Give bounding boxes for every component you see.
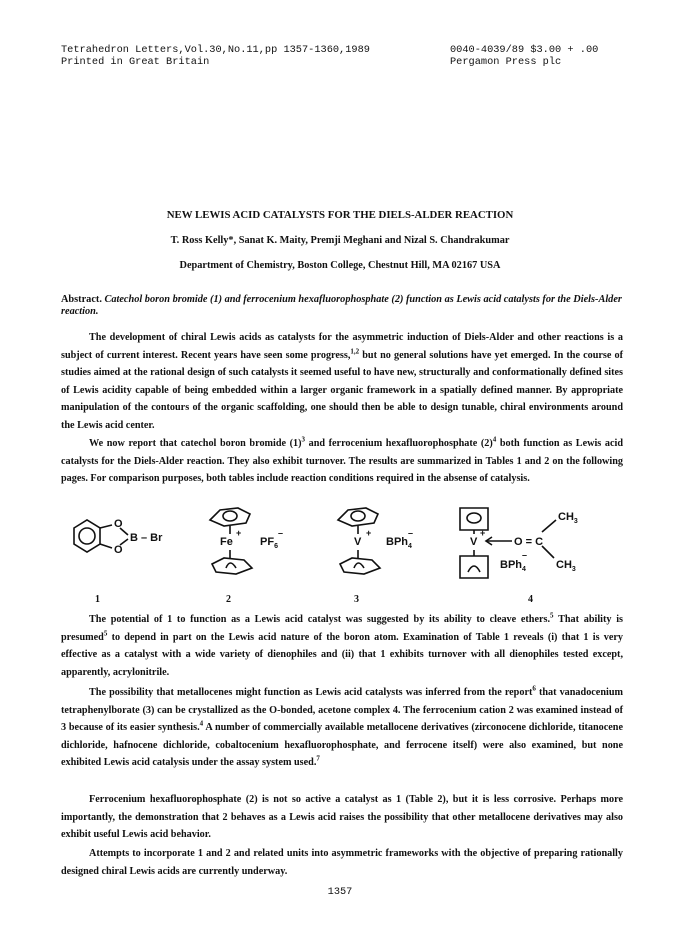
ring-circle: [223, 511, 237, 521]
anion-name: BPh: [500, 559, 522, 571]
methyl-label: CH: [558, 511, 574, 523]
journal-citation: [61, 44, 441, 68]
citation: 1,2: [350, 347, 360, 356]
abstract-text: Catechol boron bromide (1) and ferrocenium hexafluorophosphate (2) function as Lewis acid catalysts for the Diels-Alder reaction.: [61, 294, 622, 317]
boron-bromide-label: B – Br: [130, 532, 163, 544]
issn-price-line: 0040-4039/89 $3.00 + .00: [450, 44, 599, 56]
methyl-label: CH: [556, 559, 572, 571]
paragraph-report: [61, 435, 623, 488]
text: The development of chiral Lewis acids as catalysts for the asymmetric induction of Diels-Alder and other reactions is a subject of current interest. Recent years have seen some progress,: [61, 332, 623, 361]
abstract-label: Abstract.: [61, 294, 102, 305]
charge-plus: +: [366, 528, 372, 538]
charge-plus: +: [236, 528, 242, 538]
anion-label: [386, 536, 412, 550]
methyl-subscript: 3: [573, 518, 578, 525]
bottom-cyclopentadienyl-ring: [340, 558, 380, 574]
anion-label: [500, 559, 526, 573]
ring-arc: [354, 563, 364, 568]
anion-subscript: 6: [274, 543, 278, 550]
citation: 7: [316, 754, 320, 763]
compound-number-2: 2: [226, 594, 231, 605]
charge-minus: –: [522, 550, 528, 560]
bond: [100, 525, 112, 528]
printed-line: Printed in Great Britain: [61, 56, 210, 68]
publisher-line: Pergamon Press plc: [450, 56, 562, 68]
compound-number-1: 1: [95, 594, 100, 605]
iron-atom: Fe: [220, 536, 233, 548]
ring-circle: [467, 513, 481, 523]
citation: 5: [550, 611, 554, 620]
text: A number of commercially available metallocene derivatives (zirconocene dichloride, titanocene dichloride, hafnocene dichloride, cobaltocenium hexafluorophosphate, and ferrocene itself) were also examined, but none exhibited Lewis acid catalysis under the assay system used.: [61, 722, 623, 769]
text: The potential of 1 to function as a Lewis acid catalyst was suggested by its ability to cleave ethers.: [89, 614, 551, 625]
citation: 5: [103, 629, 108, 638]
paragraph-intro: [61, 329, 623, 435]
text: but no general solutions have yet emerged. In the course of studies aimed at the rational design of such catalysts it seemed useful to have new, structurally and conformationally defined sites of Lewis acidity capable of being embedded within a larger organic framework in a spatially defined manner. By appropriate manipulation of the contours of the organic scaffolding, one should then be able to design tunable, chiral environments around the Lewis acid center.: [61, 349, 623, 431]
ring-arc: [468, 566, 480, 572]
anion-name: PF: [260, 536, 275, 548]
top-cyclopentadienyl-ring: [460, 508, 488, 530]
journal-line: Tetrahedron Letters,Vol.30,No.11,pp 1357-1360,1989: [61, 44, 370, 56]
paragraph-ferrocenium: Ferrocenium hexafluorophosphate (2) is not so active a catalyst as 1 (Table 2), but it is less corrosive. Perhaps more importantly, the demonstration that 2 behaves as a Lewis acid raises the possibility that other metallocene derivatives may also exhibit useful Lewis acid behavior.: [61, 794, 623, 841]
methyl-group: [558, 511, 578, 525]
anion-name: BPh: [386, 536, 408, 548]
text: and ferrocenium hexafluorophosphate (2): [305, 438, 493, 449]
anion-label: [260, 536, 278, 550]
bottom-cyclopentadienyl-ring: [212, 558, 252, 574]
text: to depend in part on the Lewis acid nature of the boron atom. Examination of Table 1 reveals (i) that 1 is very effective as a catalyst with a wide variety of dienophiles and (ii) that 1 exhibits turnover with all dienophiles tested except, apparently, acrylonitrile.: [61, 631, 623, 678]
citation: 4: [492, 435, 497, 444]
text: That ability is presumed: [61, 614, 623, 643]
methyl-subscript: 3: [571, 566, 576, 573]
text: The possibility that metallocenes might function as Lewis acid catalysts was inferred from the report: [89, 687, 533, 698]
ring-circle: [351, 511, 365, 521]
methyl-group: [556, 559, 576, 573]
compound-number-4: 4: [528, 594, 533, 605]
benzene-ring: [74, 520, 100, 552]
citation: 6: [532, 684, 536, 693]
bond: [542, 546, 554, 558]
charge-minus: –: [278, 528, 284, 538]
paragraph-catalyst-1: [61, 611, 623, 681]
paragraph-metallocenes: [61, 684, 623, 772]
chemical-structures-figure: [60, 498, 640, 622]
anion-subscript: 4: [408, 543, 412, 550]
vanadium-atom: V: [354, 536, 362, 548]
text: that vanadocenium tetraphenylborate (3) can be crystallized as the O-bonded, acetone complex 4. The ferrocenium cation 2 was examined instead of 3 because of its easier synthesis.: [61, 687, 623, 734]
oxygen-atom: O: [114, 518, 123, 530]
ring-arc: [226, 563, 236, 568]
bond: [100, 544, 112, 548]
bottom-cyclopentadienyl-ring: [460, 556, 488, 578]
charge-minus: –: [408, 528, 414, 538]
aromatic-circle: [79, 528, 95, 544]
bond: [542, 520, 556, 532]
oxygen-atom: O: [114, 544, 123, 556]
citation: 4: [199, 719, 204, 728]
vanadium-atom: V: [470, 536, 478, 548]
text: We now report that catechol boron bromide (1): [89, 438, 302, 449]
paper-title: NEW LEWIS ACID CATALYSTS FOR THE DIELS-ALDER REACTION: [166, 209, 514, 221]
citation: 3: [301, 435, 306, 444]
compound-number-3: 3: [354, 594, 359, 605]
author-list: T. Ross Kelly*, Sanat K. Maity, Premji Meghani and Nizal S. Chandrakumar: [170, 235, 510, 246]
carbonyl-label: O = C: [514, 536, 544, 548]
paragraph-outlook: Attempts to incorporate 1 and 2 and related units into asymmetric frameworks with the objective of preparing rationally designed chiral Lewis acids are currently underway.: [61, 848, 623, 877]
text: both function as Lewis acid catalysts for the Diels-Alder reaction. They also exhibit turnover. The results are summarized in Tables 1 and 2 on the following pages. For comparison purposes, both tables include reaction conditions required in the absense of catalysis.: [61, 438, 623, 485]
abstract: [61, 294, 623, 318]
charge-plus: +: [480, 528, 486, 538]
publisher-info: [450, 44, 660, 68]
anion-subscript: 4: [522, 566, 526, 573]
affiliation: Department of Chemistry, Boston College, Chestnut Hill, MA 02167 USA: [179, 260, 501, 271]
page-number: 1357: [327, 886, 353, 898]
